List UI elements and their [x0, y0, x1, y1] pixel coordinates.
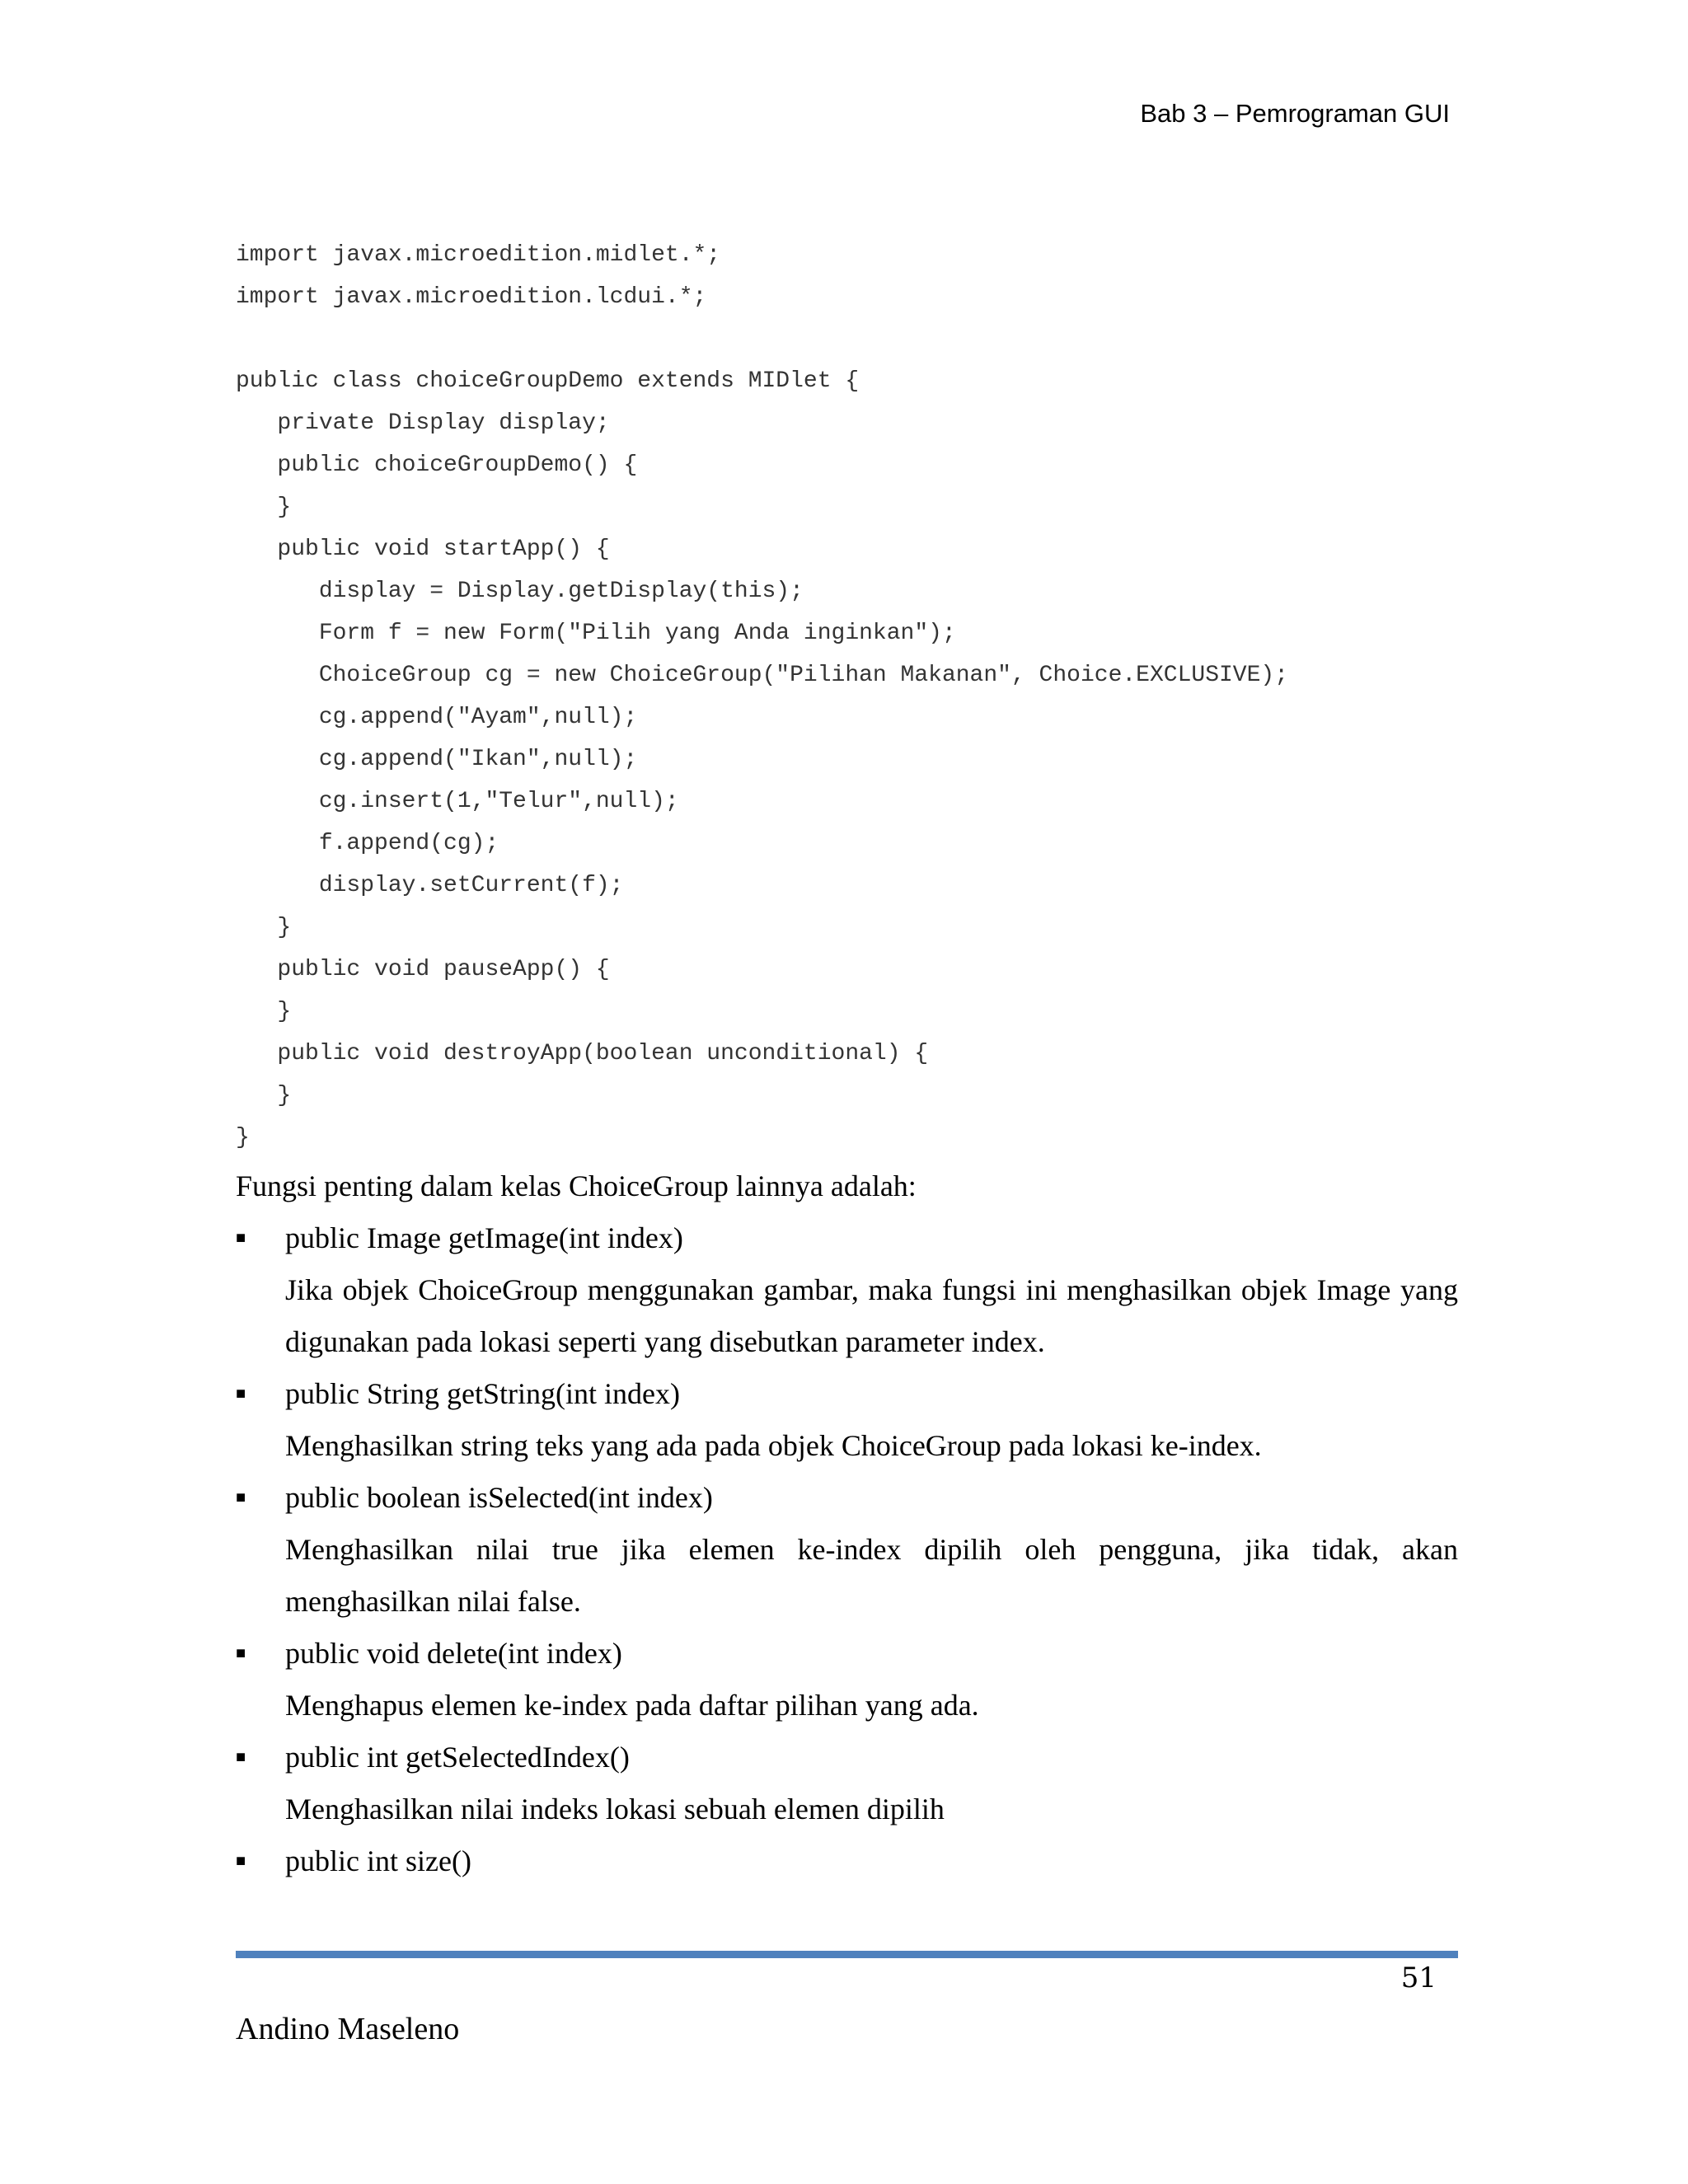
method-signature: public int getSelectedIndex() [285, 1741, 630, 1774]
code-line: public void startApp() { [236, 537, 610, 562]
intro-paragraph: Fungsi penting dalam kelas ChoiceGroup lainnya adalah: [236, 1169, 917, 1202]
code-line: public class choiceGroupDemo extends MIDlet { [236, 368, 860, 394]
code-line: } [236, 999, 292, 1024]
method-signature: public String getString(int index) [285, 1377, 680, 1410]
footer-rule [236, 1951, 1458, 1958]
code-line: import javax.microedition.lcdui.*; [236, 284, 707, 310]
code-line: private Display display; [236, 410, 610, 436]
square-bullet-icon: ■ [236, 1644, 246, 1662]
code-line: } [236, 1083, 292, 1108]
method-item [236, 1628, 1458, 1732]
method-item [236, 1212, 1458, 1368]
author-name: Andino Maseleno [236, 2012, 460, 2046]
code-line: display = Display.getDisplay(this); [236, 579, 804, 604]
code-line: cg.insert(1,"Telur",null); [236, 789, 679, 814]
code-line: } [236, 1125, 250, 1151]
page-number: 51 [1400, 1961, 1437, 1994]
body-text [236, 1160, 1458, 1887]
method-description: Menghasilkan nilai indeks lokasi sebuah elemen dipilih [285, 1793, 945, 1825]
square-bullet-icon: ■ [236, 1229, 246, 1247]
code-line: display.setCurrent(f); [236, 873, 624, 898]
code-block [236, 234, 1456, 1159]
code-line: } [236, 494, 292, 520]
code-line: f.append(cg); [236, 831, 499, 856]
code-line: cg.append("Ayam",null); [236, 705, 638, 730]
method-list [236, 1212, 1458, 1887]
code-line: import javax.microedition.midlet.*; [236, 242, 721, 268]
code-line: Form f = new Form("Pilih yang Anda inginkan"); [236, 621, 956, 646]
method-description: Menghasilkan string teks yang ada pada objek ChoiceGroup pada lokasi ke-index. [285, 1429, 1262, 1462]
square-bullet-icon: ■ [236, 1385, 246, 1403]
method-item [236, 1368, 1458, 1472]
method-signature: public int size() [285, 1844, 471, 1877]
code-line: ChoiceGroup cg = new ChoiceGroup("Pilihan Makanan", Choice.EXCLUSIVE); [236, 663, 1289, 688]
code-line: } [236, 915, 292, 940]
code-line: public choiceGroupDemo() { [236, 452, 638, 478]
method-item [236, 1732, 1458, 1835]
code-line: public void pauseApp() { [236, 957, 610, 982]
chapter-header: Bab 3 – Pemrograman GUI [1140, 99, 1450, 128]
method-description: Jika objek ChoiceGroup menggunakan gambar, maka fungsi ini menghasilkan objek Image yang digunakan pada lokasi seperti yang disebutkan parameter index. [285, 1273, 1458, 1358]
method-item [236, 1472, 1458, 1628]
square-bullet-icon: ■ [236, 1852, 246, 1870]
code-line [236, 318, 1456, 360]
square-bullet-icon: ■ [236, 1488, 246, 1507]
method-signature: public void delete(int index) [285, 1637, 622, 1670]
code-line: public void destroyApp(boolean unconditional) { [236, 1041, 929, 1066]
method-signature: public Image getImage(int index) [285, 1221, 683, 1254]
method-item [236, 1835, 1458, 1887]
square-bullet-icon: ■ [236, 1748, 246, 1766]
method-signature: public boolean isSelected(int index) [285, 1481, 713, 1514]
method-description: Menghasilkan nilai true jika elemen ke-index dipilih oleh pengguna, jika tidak, akan menghasilkan nilai false. [285, 1533, 1458, 1618]
code-line: cg.append("Ikan",null); [236, 747, 638, 772]
method-description: Menghapus elemen ke-index pada daftar pilihan yang ada. [285, 1689, 979, 1722]
